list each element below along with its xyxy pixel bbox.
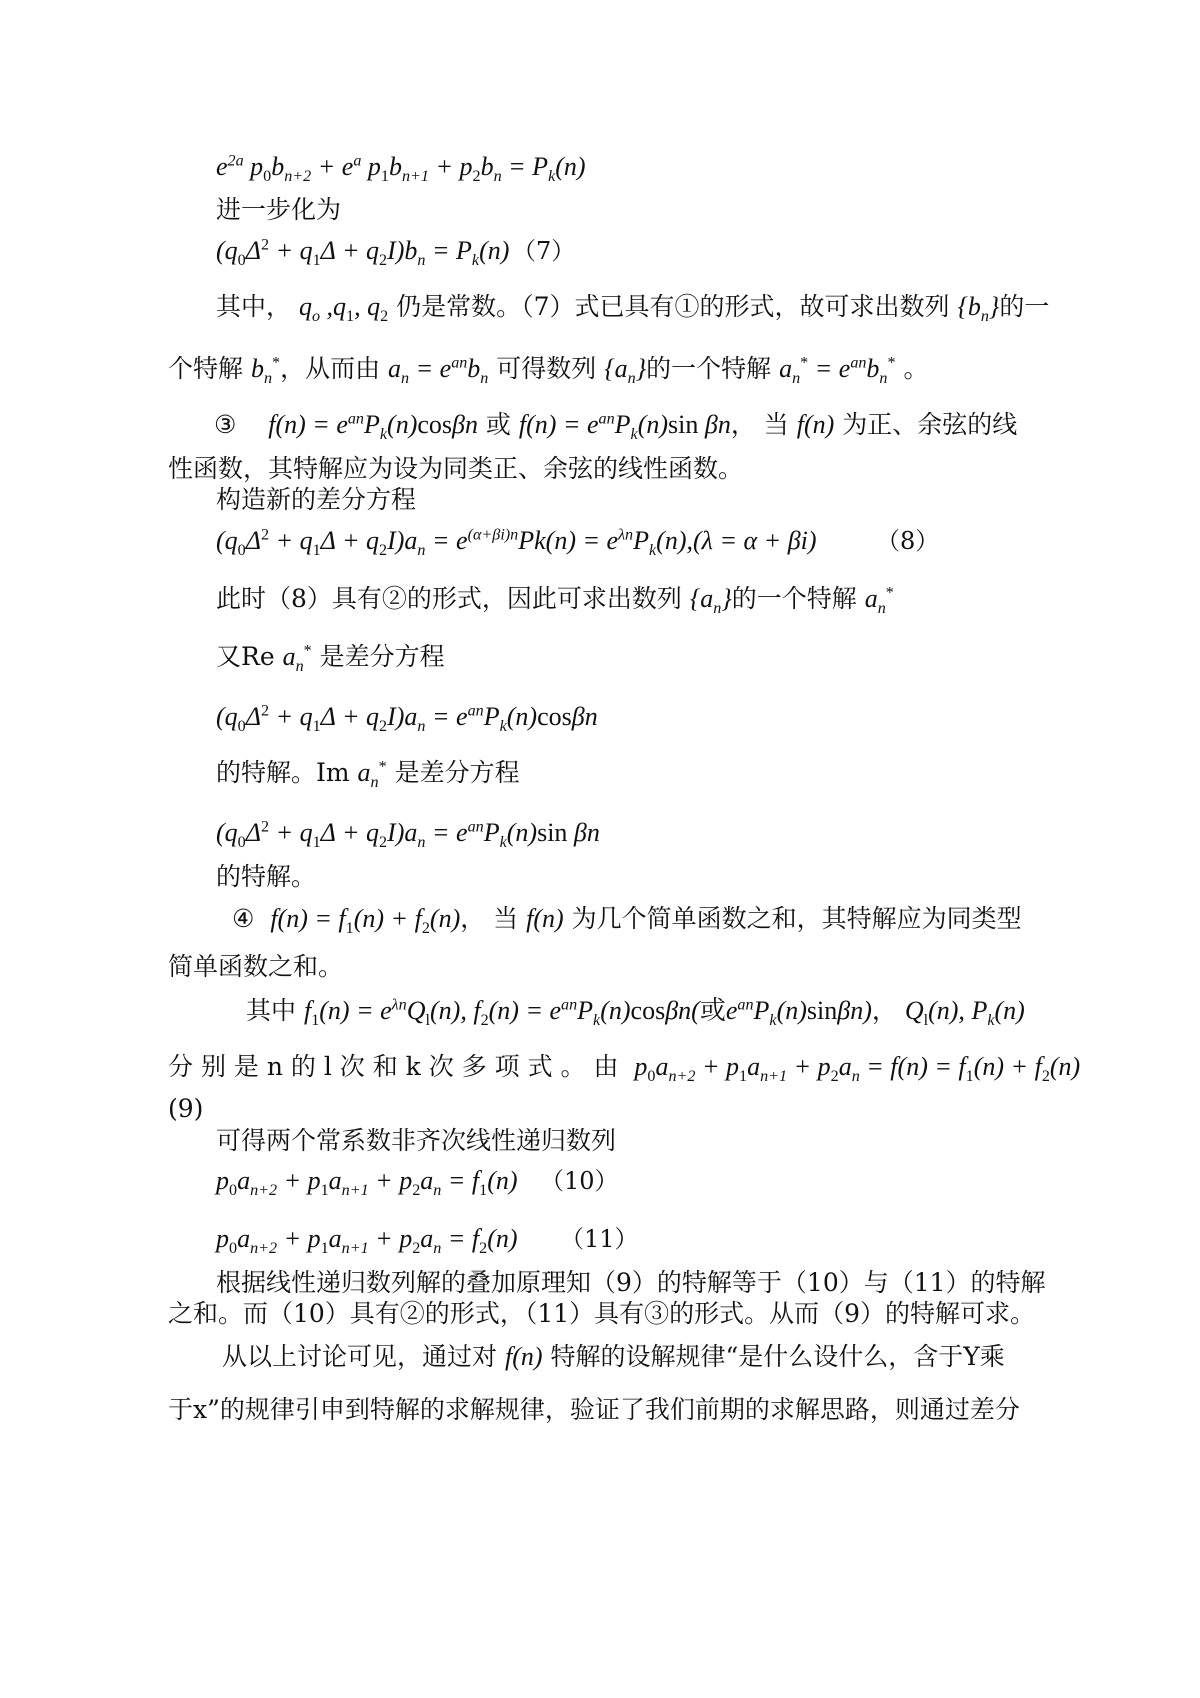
equation-number-8: （8） [876, 527, 940, 555]
equation-number-11: （11） [560, 1225, 639, 1253]
equation-line-1: $e^{2a}$ $p_0b_{n+2} + e^a$ $p_1b_{n+1} + p_2b_n = P_k(n)$ [216, 152, 586, 186]
paragraph-line-8: 构造新的差分方程 [216, 485, 417, 514]
equation-line-22: $p_0a_{n+2} + p_1a_{n+1} + p_2a_n = f_1(n)$ [216, 1166, 518, 1200]
paragraph-line-10: 此时（8）具有②的形式，因此可求出数列 $\{a_n\}$的一个特解 $a_n^*$ [216, 584, 894, 618]
paragraph-line-24: 根据线性递归数列解的叠加原理知（9）的特解等于（10）与（11）的特解 [216, 1268, 1046, 1297]
paragraph-line-4: 其中， $q_o$ $,q_1$, $q_2$ 仍是常数。（7）式已具有①的形式，故可求出数列 $\{b_n\}$的一 [216, 292, 1050, 326]
paragraph-line-27: 于x”的规律引申到特解的求解规律，验证了我们前期的求解思路，则通过差分 [168, 1395, 1020, 1424]
paragraph-line-18: 其中 $f_1(n) = e^{\lambda n}Q_l(n)$, $f_2(n) = e^{an}P_k(n)\cos\beta n$(或$e^{an}P_k(n)\sin\beta n$)， $Q_l(n)$, $P_k(n)$ [246, 996, 1025, 1030]
paragraph-line-20: (9) [168, 1094, 204, 1123]
equation-line-9: $(q_0\Delta^2 + q_1\Delta + q_2I)a_n = e^{(\alpha+\beta i)n}Pk(n) = e^{\lambda n}P_k(n),(\lambda = \alpha + \beta i)$ [216, 526, 817, 560]
paragraph-line-7: 性函数，其特解应为设为同类正、余弦的线性函数。 [168, 454, 744, 483]
paragraph-line-5: 个特解 $b_n^*$，从而由 $a_n = e^{an}b_n$ 可得数列 $\{a_n\}$的一个特解 $a_n^* = e^{an}b_n^*$ 。 [168, 354, 929, 388]
paragraph-line-19: 分 别 是 n 的 l 次 和 k 次 多 项 式 。 由 $p_0a_{n+2} + p_1a_{n+1} + p_2a_n = f(n) = f_1(n) + f_2(n)$ [168, 1052, 1081, 1086]
paragraph-line-13: 的特解。Im $a_n^*$ 是差分方程 [216, 758, 520, 792]
paragraph-line-16: ④ $f(n) = f_1(n) + f_2(n)$， 当 f(n) 为几个简单函数之和，其特解应为同类型 [232, 904, 1022, 938]
paragraph-line-15: 的特解。 [216, 862, 317, 891]
equation-line-14: $(q_0\Delta^2 + q_1\Delta + q_2I)a_n = e^{an}P_k(n)\sin$ βn [216, 818, 600, 852]
paragraph-line-6: ③ $f(n) = e^{an}P_k(n)\cos\beta n$ 或 $f(n) = e^{an}P_k(n)\sin$ βn， 当 f(n) 为正、余弦的线 [214, 410, 1018, 444]
paragraph-line-21: 可得两个常系数非齐次线性递归数列 [216, 1126, 617, 1155]
paragraph-line-2: 进一步化为 [216, 195, 342, 224]
equation-line-23: $p_0a_{n+2} + p_1a_{n+1} + p_2a_n = f_2(n)$ [216, 1224, 518, 1258]
paragraph-line-26: 从以上讨论可见，通过对 f(n) 特解的设解规律“是什么设什么，含于Y乘 [222, 1342, 1005, 1371]
equation-line-12: $(q_0\Delta^2 + q_1\Delta + q_2I)a_n = e^{an}P_k(n)\cos\beta n$ [216, 702, 598, 736]
paragraph-line-11: 又Re $a_n^*$ 是差分方程 [216, 642, 445, 676]
paragraph-line-17: 简单函数之和。 [168, 952, 344, 981]
equation-number-7: （7） [512, 237, 576, 265]
equation-number-10: （10） [540, 1167, 619, 1195]
equation-line-3: $(q_0\Delta^2 + q_1\Delta + q_2I)b_n = P_k(n)$ [216, 236, 510, 270]
paragraph-line-25: 之和。而（10）具有②的形式，（11）具有③的形式。从而（9）的特解可求。 [168, 1299, 1036, 1328]
